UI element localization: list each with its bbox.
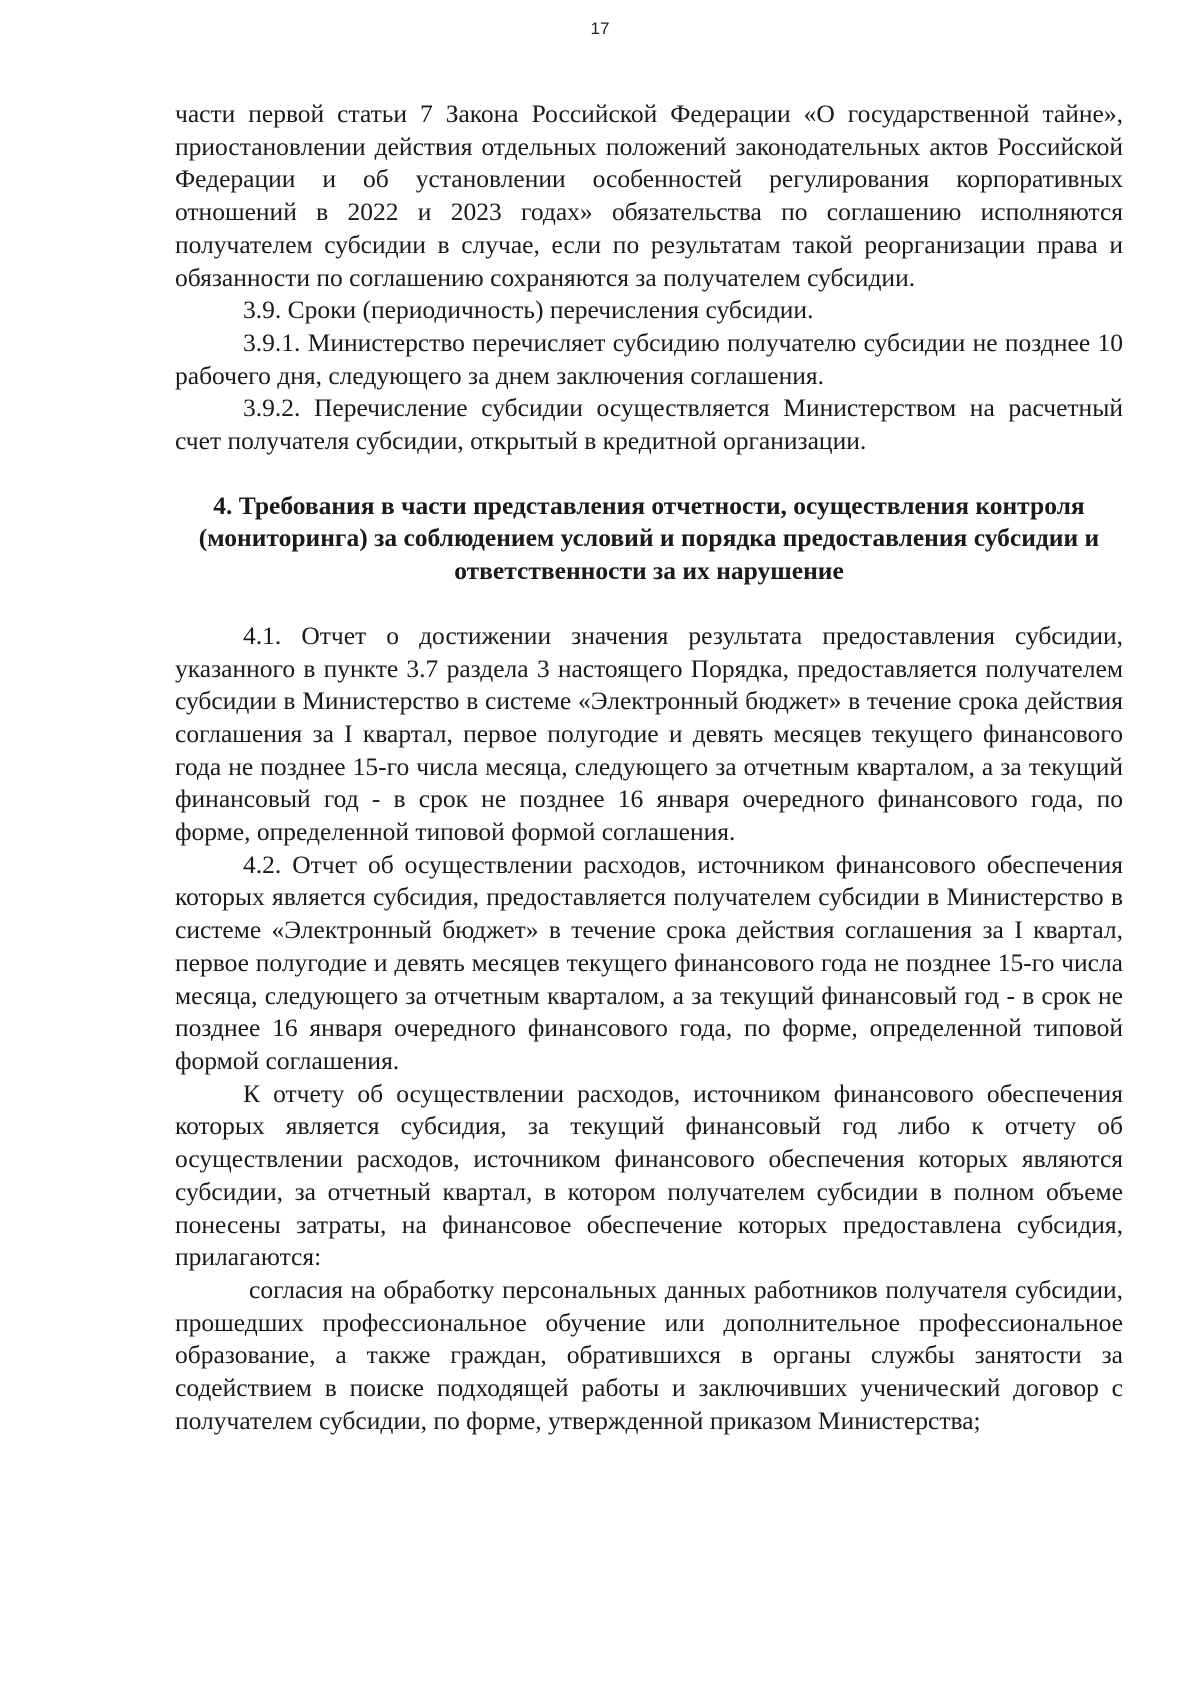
paragraph-3-9-1: 3.9.1. Министерство перечисляет субсидию получателю субсидии не позднее 10 рабочего дня, следующего за днем заключения соглашения. xyxy=(175,327,1123,390)
paragraph-3-9-2: 3.9.2. Перечисление субсидии осуществляется Министерством на расчетный счет получателя субсидии, открытый в кредитной организации. xyxy=(175,393,1123,456)
paragraph-consents: согласия на обработку персональных данных работников получателя субсидии, прошедших профессиональное обучение или дополнительное профессиональное образование, а также граждан, обратившихся в органы службы занятости за содействием в поиске подходящей работы и заключивших ученический договор с получателем субсидии, по форме, утвержденной приказом Министерства; xyxy=(175,1274,1123,1435)
page-number: 17 xyxy=(590,19,610,38)
paragraph-attachments: К отчету об осуществлении расходов, источником финансового обеспечения которых является субсидия, за текущий финансовый год либо к отчету об осуществлении расходов, источником финансового обеспечения которых являются субсидии, за отчетный квартал, в котором получателем субсидии в полном объеме понесены затраты, на финансовое обеспечение которых предоставлена субсидия, прилагаются: xyxy=(175,1078,1123,1272)
section-heading: 4. Требования в части представления отчетности, осуществления контроля (мониторинга) за соблюдением условий и порядка предоставления субсидии и ответственности за их нарушение xyxy=(198,490,1100,586)
paragraph-4-1: 4.1. Отчет о достижении значения результата предоставления субсидии, указанного в пункте 3.7 раздела 3 настоящего Порядка, предоставляется получателем субсидии в Министерство в системе «Электронный бюджет» в течение срока действия соглашения за I квартал, первое полугодие и девять месяцев текущего финансового года не позднее 15-го числа месяца, следующего за отчетным кварталом, а за текущий финансовый год - в срок не позднее 16 января очередного финансового года, по форме, определенной типовой формой соглашения. xyxy=(175,620,1123,847)
document-body xyxy=(175,98,1123,1437)
paragraph-3-9: 3.9. Сроки (периодичность) перечисления субсидии. xyxy=(243,295,814,325)
paragraph-continuation: части первой статьи 7 Закона Российской Федерации «О государственной тайне», приостановлении действия отдельных положений законодательных актов Российской Федерации и об установлении особенностей регулирования корпоративных отношений в 2022 и 2023 годах» обязательства по соглашению исполняются получателем субсидии в случае, если по результатам такой реорганизации права и обязанности по соглашению сохраняются за получателем субсидии. xyxy=(175,99,1123,292)
paragraph-4-2: 4.2. Отчет об осуществлении расходов, источником финансового обеспечения которых является субсидия, предоставляется получателем субсидии в Министерство в системе «Электронный бюджет» в течение срока действия соглашения за I квартал, первое полугодие и девять месяцев текущего финансового года не позднее 15-го числа месяца, следующего за отчетным кварталом, а за текущий финансовый год - в срок не позднее 16 января очередного финансового года, по форме, определенной типовой формой соглашения. xyxy=(175,849,1123,1075)
